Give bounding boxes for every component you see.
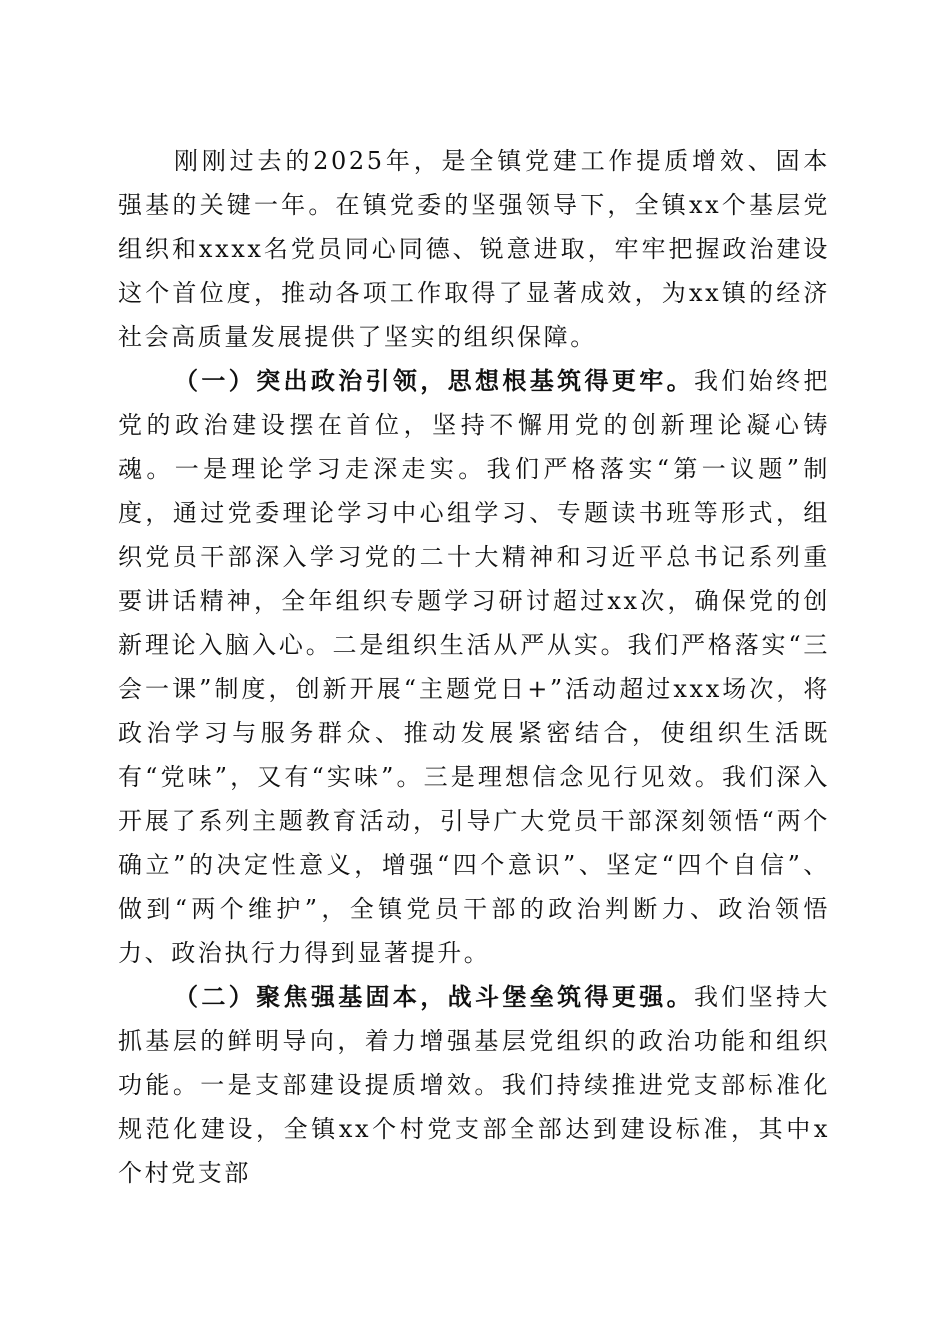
paragraph-section-1 [118, 359, 830, 975]
paragraph-section-2 [118, 975, 830, 1195]
document-body [118, 139, 830, 1195]
paragraph-text: 我们始终把党的政治建设摆在首位，坚持不懈用党的创新理论凝心铸魂。一是理论学习走深走实。我们严格落实“第一议题”制度，通过党委理论学习中心组学习、专题读书班等形式，组织党员干部深入学习党的二十大精神和习近平总书记系列重要讲话精神，全年组织专题学习研讨超过xx次，确保党的创新理论入脑入心。二是组织生活从严从实。我们严格落实“三会一课”制度，创新开展“主题党日+”活动超过xxx场次，将政治学习与服务群众、推动发展紧密结合，使组织生活既有“党味”，又有“实味”。三是理想信念见行见效。我们深入开展了系列主题教育活动，引导广大党员干部深刻领悟“两个确立”的决定性意义，增强“四个意识”、坚定“四个自信”、做到“两个维护”，全镇党员干部的政治判断力、政治领悟力、政治执行力得到显著提升。 [118, 367, 830, 967]
paragraph-intro [118, 139, 830, 359]
section-heading: （一）突出政治引领，思想根基筑得更牢。 [174, 366, 694, 395]
paragraph-text: 我们坚持大抓基层的鲜明导向，着力增强基层党组织的政治功能和组织功能。一是支部建设提质增效。我们持续推进党支部标准化规范化建设，全镇xx个村党支部全部达到建设标准，其中x个村党支部 [118, 983, 830, 1187]
section-heading: （二）聚焦强基固本，战斗堡垒筑得更强。 [174, 982, 694, 1011]
paragraph-text: 刚刚过去的2025年，是全镇党建工作提质增效、固本强基的关键一年。在镇党委的坚强领导下，全镇xx个基层党组织和xxxx名党员同心同德、锐意进取，牢牢把握政治建设这个首位度，推动各项工作取得了显著成效，为xx镇的经济社会高质量发展提供了坚实的组织保障。 [118, 147, 830, 351]
